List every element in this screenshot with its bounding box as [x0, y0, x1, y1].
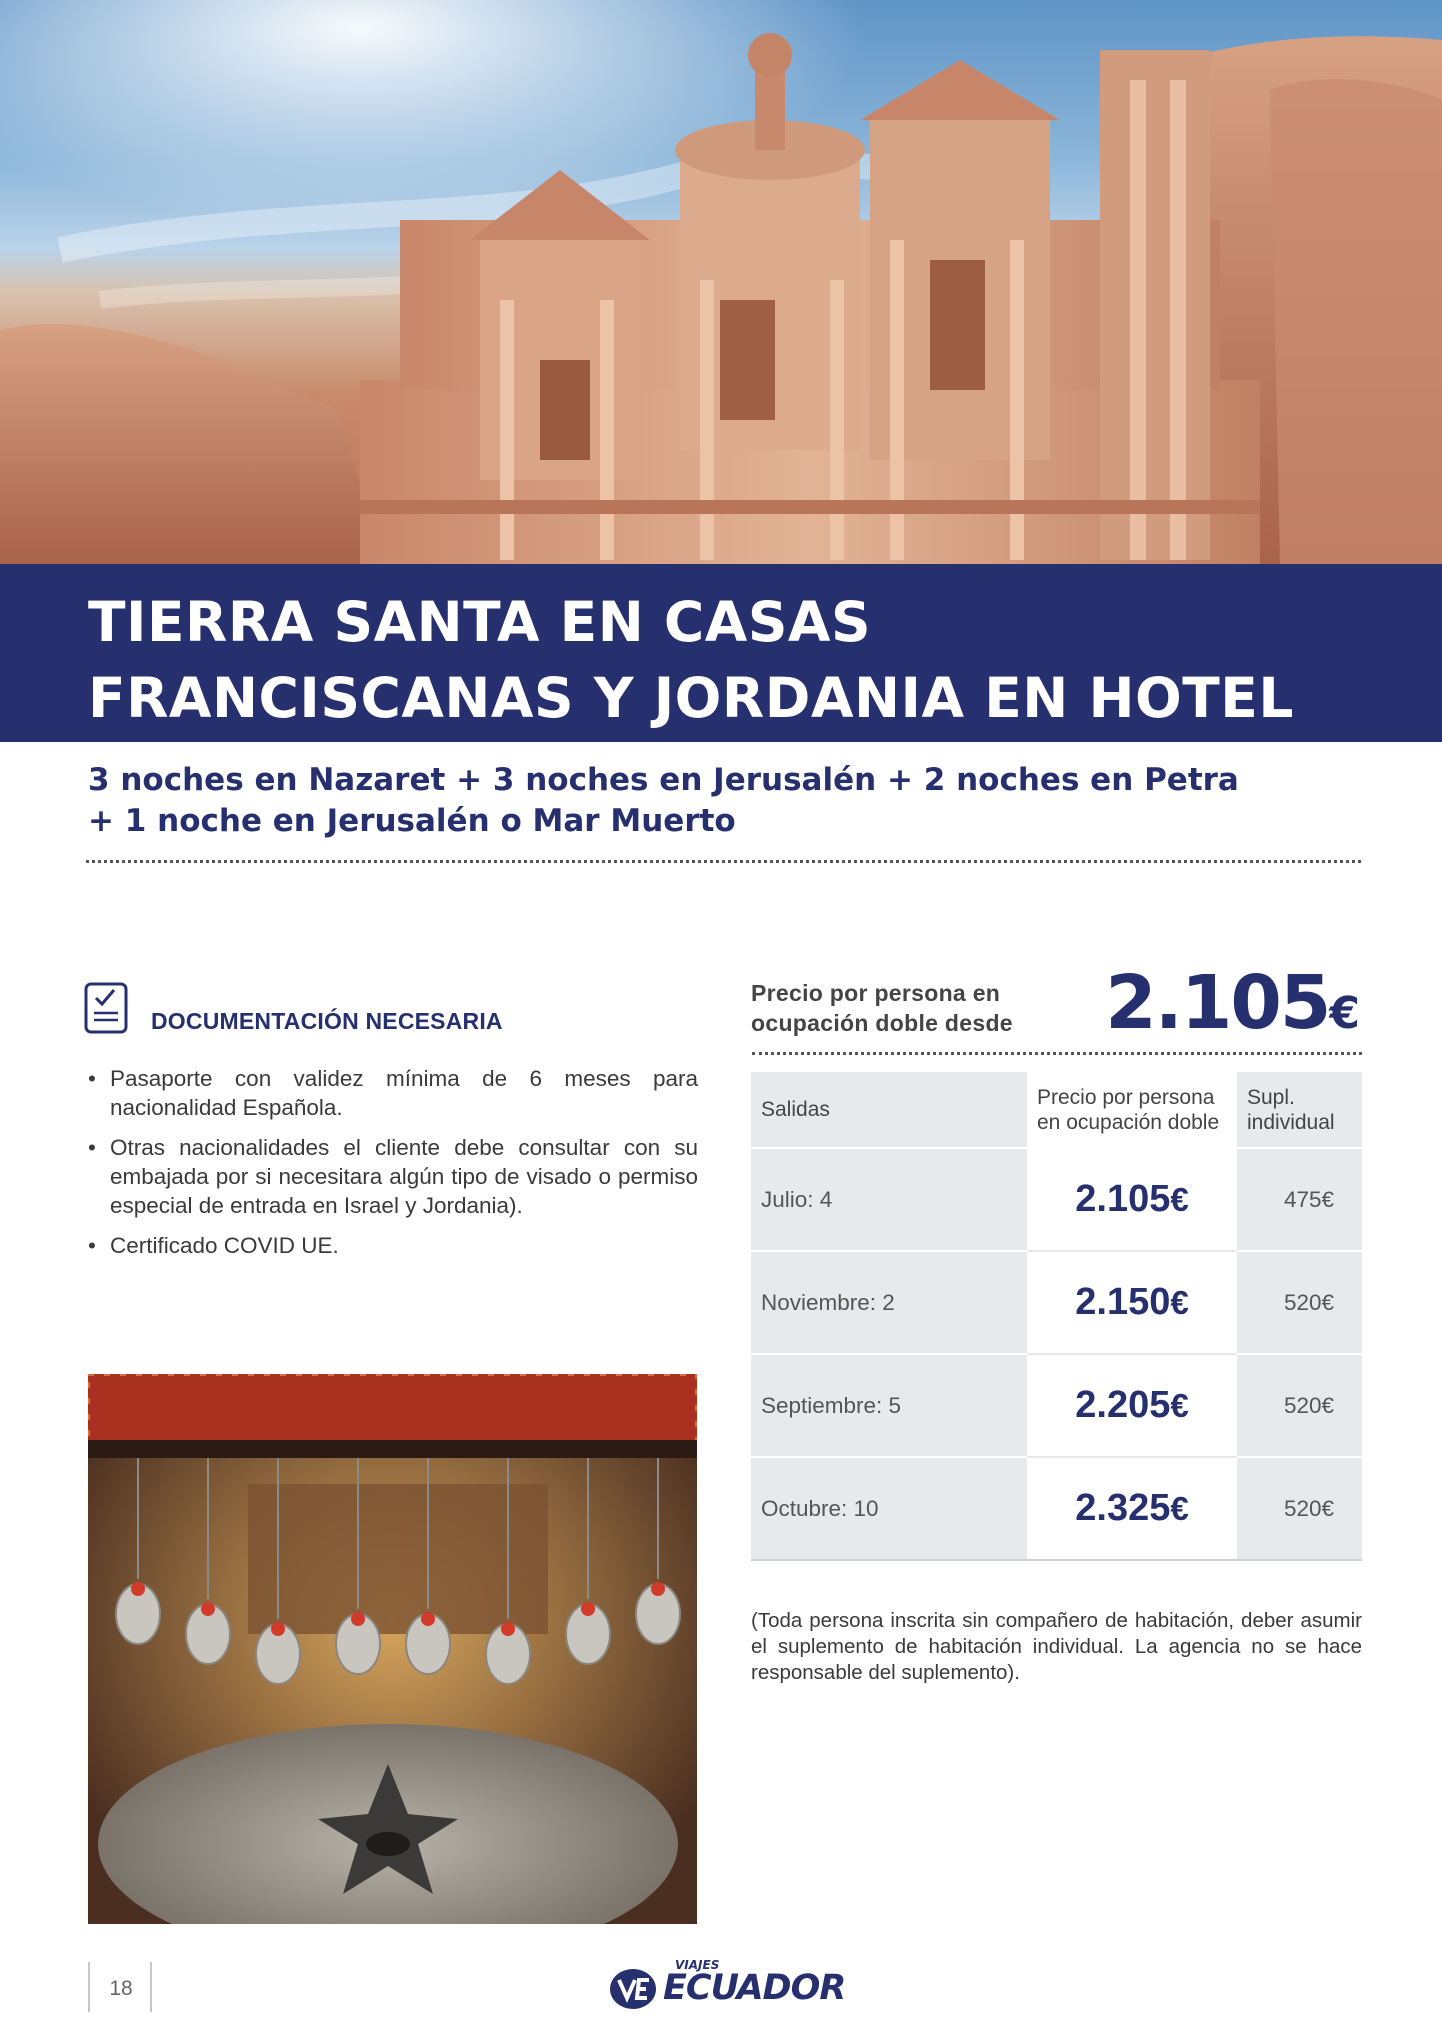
dotted-divider: [752, 1052, 1362, 1055]
logo-small-text: VIAJES: [675, 1958, 720, 1972]
table-row: [751, 1354, 1362, 1457]
departure-date: Julio: 4: [751, 1148, 1027, 1251]
table-row: [751, 1457, 1362, 1560]
price-table: [751, 1072, 1362, 1561]
subtitle-line-2: + 1 noche en Jerusalén o Mar Muerto: [88, 803, 736, 839]
departure-date: Noviembre: 2: [751, 1251, 1027, 1354]
list-item: • Pasaporte con validez mínima de 6 meses para nacionalidad Española.: [88, 1066, 698, 1120]
departure-date: Octubre: 10: [751, 1457, 1027, 1560]
page-number: 18: [109, 1977, 133, 2000]
viajes-ecuador-logo: [609, 1958, 846, 2014]
supplement-cell: 475€: [1237, 1148, 1362, 1251]
supplement-cell: 520€: [1237, 1251, 1362, 1354]
logo-big-text: ECUADOR: [663, 1968, 846, 2008]
currency-symbol: €: [1329, 988, 1360, 1039]
grotto-photo: [88, 1374, 697, 1924]
price-cell: 2.150€: [1027, 1251, 1237, 1354]
subtitle-line-1: 3 noches en Nazaret + 3 noches en Jerusalén + 2 noches en Petra: [88, 762, 1239, 798]
table-row: [751, 1148, 1362, 1251]
document-check-icon: [84, 982, 128, 1034]
supplement-cell: 520€: [1237, 1354, 1362, 1457]
table-header-row: [751, 1072, 1362, 1148]
title-line-1: TIERRA SANTA EN CASAS: [88, 590, 872, 654]
price-cell: 2.325€: [1027, 1457, 1237, 1560]
hero-image: [0, 0, 1442, 564]
list-item: • Certificado COVID UE.: [88, 1233, 339, 1258]
col-header-price: Precio por persona en ocupación doble: [1027, 1072, 1237, 1148]
supplement-note: (Toda persona inscrita sin compañero de habitación, deber asumir el suplemento de habitación individual. La agencia no se hace responsable del suplemento).: [751, 1609, 1362, 1684]
list-item: • Otras nacionalidades el cliente debe consultar con su embajada por si necesitara algún tipo de visado o permiso especial de entrada en Israel y Jordania).: [88, 1135, 698, 1218]
price-cell: 2.105€: [1027, 1148, 1237, 1251]
title-line-2: FRANCISCANAS Y JORDANIA EN HOTEL: [88, 666, 1294, 730]
footer-divider: [150, 1962, 152, 2012]
col-header-departures: Salidas: [751, 1072, 1027, 1148]
table-row: [751, 1251, 1362, 1354]
departure-date: Septiembre: 5: [751, 1354, 1027, 1457]
footer-divider: [88, 1962, 90, 2012]
itinerary-subtitle: [88, 760, 1378, 842]
price-cell: 2.205€: [1027, 1354, 1237, 1457]
price-from-amount: 2.105€: [1105, 960, 1360, 1046]
documentation-list: [88, 1064, 698, 1271]
supplement-cell: 520€: [1237, 1457, 1362, 1560]
page-title: [88, 584, 1388, 736]
col-header-supplement: Supl. individual: [1237, 1072, 1362, 1148]
price-from-label: Precio por persona en ocupación doble desde: [751, 980, 1013, 1036]
logo-badge-icon: [609, 1968, 657, 2010]
documentation-heading: DOCUMENTACIÓN NECESARIA: [151, 1008, 503, 1034]
dotted-divider: [86, 860, 1361, 863]
title-band: [0, 564, 1442, 742]
